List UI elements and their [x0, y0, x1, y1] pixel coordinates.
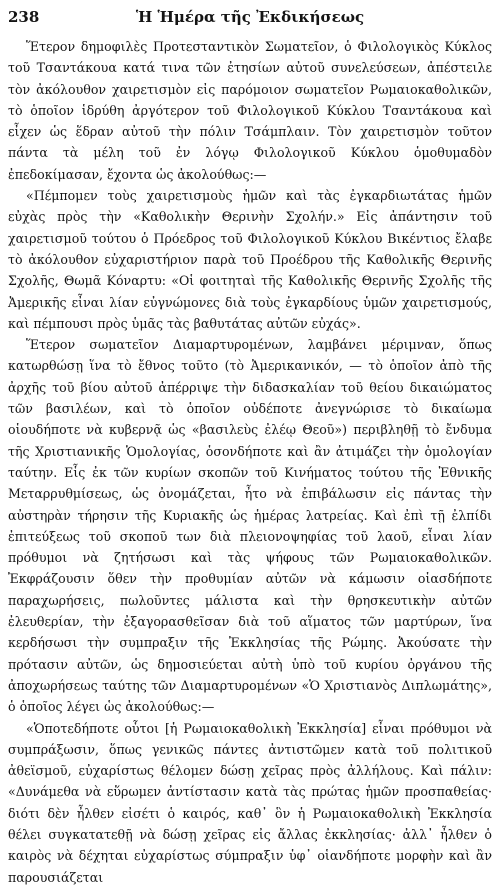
page-number: 238 — [8, 8, 40, 26]
paragraph: Ἕτερον δημοφιλὲς Προτεσταντικὸν Σωματεῖον, ὁ Φιλολογικὸς Κύκλος τοῦ Τσαντάκουα κατά τινα τῶν ἐτησίων αὐτοῦ συνελεύσεων, ἀπέστειλε τὸν ἀκόλουθον χαιρετισμὸν εἰς παρόμοιον σωματεῖον Ρωμαιοκαθολικῶν, τὸ ὁποῖον ἱδρύθη ἀργότερον τοῦ Φιλολογικοῦ Κύκλου Τσαντάκουα καὶ εἶχεν ὡς ἕδραν αὐτοῦ τὴν πόλιν Τσάμπλαιν. Τὸν χαιρετισμὸν τοῦτον πάντα τὰ μέλη τοῦ ἐν λόγῳ Φιλολογικοῦ Κύκλου ὁμοθυμαδὸν ἐπεδοκίμασαν, ἔχοντα ὡς ἀκολούθως:— — [8, 39, 492, 182]
page-body — [8, 36, 492, 888]
paragraph: Ἕτερον σωματεῖον Διαμαρτυρομένων, λαμβάνει μέριμναν, ὅπως κατωρθώσῃ ἵνα τὸ ἔθνος τοῦτο (τὸ Ἀμερικανικόν, — τὸ ὁποῖον ἀπὸ τῆς ἀρχῆς τοῦ βίου αὐτοῦ ἀπέρριψε τὴν διδασκαλίαν τοῦ θείου δικαιώματος τῶν βασιλέων, καὶ τὸ ὁποῖον οὐδέποτε ἀνεγνώρισε τὸ δικαίωμα οἱουδήποτε νὰ κυβερνᾷ ὡς «βασιλεὺς ἐλέῳ Θεοῦ») περιβληθῇ τὸ ἔνδυμα τῆς Χριστιανικῆς Ὁμολογίας, ὁσονδήποτε καὶ ἂν ἀτιμάζει τὴν ὁμολογίαν ταύτην. Εἷς ἐκ τῶν κυρίων σκοπῶν τοῦ Κινήματος τούτου τῆς Ἐθνικῆς Μεταρρυθμίσεως, ὡς ὀνομάζεται, ἦτο νὰ ἐπιβάλωσιν εἰς πάντας τὴν αὐστηρὰν τήρησιν τῆς Κυριακῆς ὡς ἡμέρας λατρείας. Καὶ ἐπὶ τῇ ἐλπίδι ἐπιτεύξεως τοῦ σκοποῦ των διὰ πλειονοψηφίας τοῦ λαοῦ, εἶναι λίαν πρόθυμοι νὰ ζητήσωσι καὶ τὰς ψήφους τῶν Ρωμαιοκαθολικῶν. Ἐκφράζουσιν ὅθεν τὴν προθυμίαν αὐτῶν νὰ κάμωσιν οἱασδήποτε παραχωρήσεις, πωλοῦντες μάλιστα καὶ τὴν θρησκευτικὴν αὐτῶν ἐλευθερίαν, τὴν ἐξαγορασθεῖσαν διὰ τοῦ αἵματος τῶν μαρτύρων, ἵνα κερδήσωσι τὴν συμπραξιν τῆς Ἐκκλησίας τῆς Ρώμης. Ἀκούσατε τὴν πρότασιν αὐτῶν, ὡς δημοσιεύεται αὐτὴ ὑπὸ τοῦ κυρίου ὀργάνου τῆς ἀποχωρήσεως ταύτης τῶν Διαμαρτυρομένων «Ὁ Χριστιανὸς Διπλωμάτης», ὁ ὁποῖος λέγει ὡς ἀκολούθως:— — [8, 337, 492, 715]
running-title: Ἡ Ἡμέρα τῆς Ἐκδικήσεως — [135, 8, 365, 26]
paragraph: «Ὁποτεδήποτε οὗτοι [ἡ Ρωμαιοκαθολικὴ Ἐκκλησία] εἶναι πρόθυμοι νὰ συμπράξωσιν, ὅπως γενικῶς πάντες ἀντιστῶμεν κατὰ τοῦ πολιτικοῦ ἀθεϊσμοῦ, εὐχαρίστως θέλομεν δώσῃ χεῖρας πρὸς ἀλλήλους. Καὶ πάλιν: «Δυνάμεθα νὰ εὕρωμεν ἀντίστασιν κατὰ τὰς πρώτας ἡμῶν προσπαθείας· διότι δὲν ἦλθεν εἰσέτι ὁ καιρός, καθ᾿ ὃν ἡ Ρωμαιοκαθολικὴ Ἐκκλησία θέλει συγκατατεθῇ νὰ δώσῃ χεῖρας εἰς ἄλλας ἐκκλησίας· ἀλλ᾿ ἦλθεν ὁ καιρὸς νὰ δέχηται εὐχαρίστως σύμπραξιν ὑφ᾿ οἱανδήποτε μορφὴν καὶ ἂν παρουσιάζεται — [8, 720, 492, 885]
paragraph: «Πέμπομεν τοὺς χαιρετισμοὺς ἡμῶν καὶ τὰς ἐγκαρδιωτάτας ἡμῶν εὐχὰς πρὸς τὴν «Καθολικὴν Θερινὴν Σχολήν.» Εἰς ἀπάντησιν τοῦ χαιρετισμοῦ τούτου ὁ Πρόεδρος τοῦ Φιλολογικοῦ Κύκλου Βικέντιος ἔλαβε τὸ ἀκόλουθον εὐχαριστήριον παρὰ τοῦ Προέδρου τῆς Καθολικῆς Θερινῆς Σχολῆς, Θωμᾶ Κόναρτυ: «Οἱ φοιτηταὶ τῆς Καθολικῆς Θερινῆς Σχολῆς τῆς Ἀμερικῆς εἶναι λίαν εὐγνώμονες διὰ τοὺς ἐγκαρδίους ὑμῶν χαιρετισμούς, καὶ πέμπουσι πρὸς ὑμᾶς τὰς βαθυτάτας αὐτῶν εὐχάς». — [8, 188, 492, 331]
page-header — [0, 6, 500, 30]
